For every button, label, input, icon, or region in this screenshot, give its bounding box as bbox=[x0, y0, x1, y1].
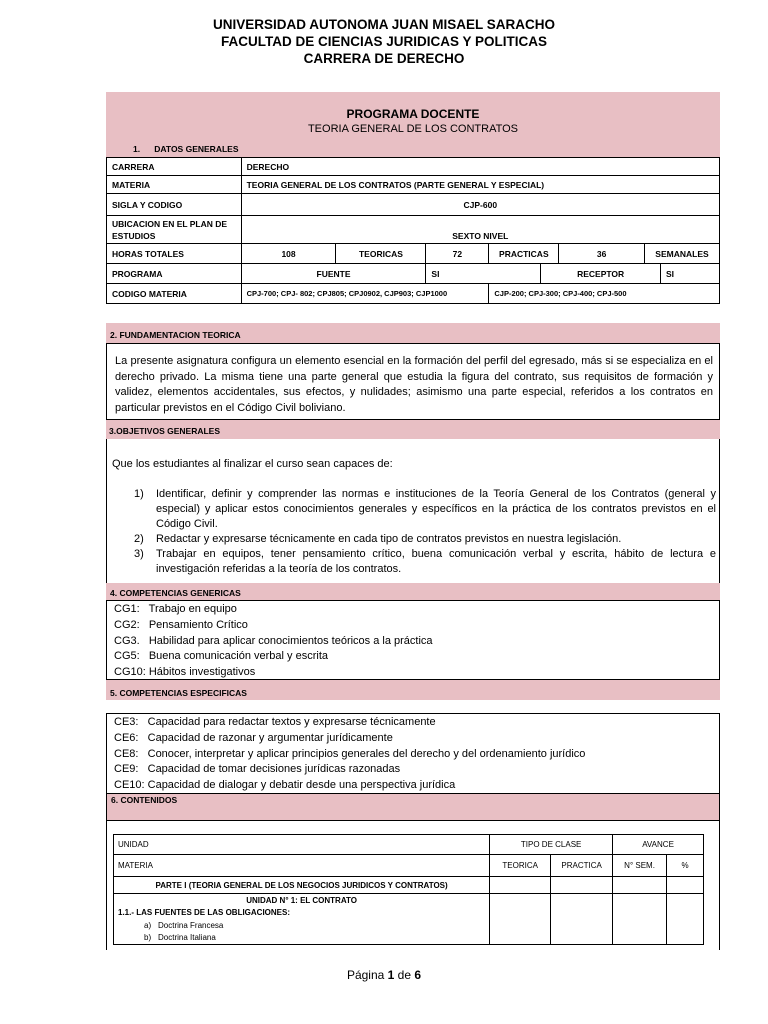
sigla-value: CJP-600 bbox=[241, 194, 719, 216]
fundamentacion-box bbox=[106, 343, 720, 420]
pct-header: % bbox=[667, 855, 704, 877]
list-item: CE9: Capacidad de tomar decisiones jurídicas razonadas bbox=[114, 763, 401, 776]
codigo-label: CODIGO MATERIA bbox=[107, 284, 242, 304]
list-item: b) Doctrina Italiana bbox=[144, 933, 216, 942]
objetivos-intro: Que los estudiantes al finalizar el curso sean capaces de: bbox=[112, 458, 393, 470]
semanales-label: SEMANALES bbox=[644, 244, 719, 264]
avance-header: AVANCE bbox=[613, 835, 704, 855]
list-item: CE8: Conocer, interpretar y aplicar principios generales del derecho y del ordenamiento jurídico bbox=[114, 747, 586, 760]
ubicacion-value: SEXTO NIVEL bbox=[241, 216, 719, 244]
list-item: CG5: Buena comunicación verbal y escrita bbox=[114, 650, 328, 663]
list-item: a) Doctrina Francesa bbox=[144, 921, 224, 930]
carrera-label: CARRERA bbox=[107, 158, 242, 176]
objetivos-list bbox=[134, 487, 716, 577]
fundamentacion-text: La presente asignatura configura un elemento esencial en la formación del perfil del egresado, más si se especializa en el derecho privado. La misma tiene una parte general que estudia la figura del contrato, sus requisitos de formación y validez, elementos accidentales, sus efectos, y nulidades; asimismo una parte especial, referidos a los contratos en particular previstos en el Código Civil boliviano. bbox=[115, 355, 713, 414]
codigo-receptor: CJP-200; CPJ-300; CPJ-400; CPJ-500 bbox=[489, 284, 720, 304]
practica-header: PRACTICA bbox=[551, 855, 613, 877]
ubicacion-label: UBICACION EN EL PLAN DE ESTUDIOS bbox=[107, 216, 242, 244]
program-title: PROGRAMA DOCENTE bbox=[346, 107, 480, 121]
materia-value: TEORIA GENERAL DE LOS CONTRATOS (PARTE GENERAL Y ESPECIAL) bbox=[241, 176, 719, 194]
tema-title: 1.1.- LAS FUENTES DE LAS OBLIGACIONES: bbox=[118, 908, 291, 917]
list-item: CG2: Pensamiento Crítico bbox=[114, 618, 248, 631]
unidad1-title: UNIDAD N° 1: EL CONTRATO bbox=[246, 896, 357, 905]
list-item: 3) Trabajar en equipos, tener pensamiento crítico, buena comunicación verbal y escrita, hábito de lectura e investigación referidas a la teoría de los contratos. bbox=[134, 548, 716, 575]
horas-label: HORAS TOTALES bbox=[107, 244, 242, 264]
section-6-header bbox=[106, 794, 720, 821]
university-name: UNIVERSIDAD AUTONOMA JUAN MISAEL SARACHO bbox=[212, 17, 556, 32]
n-sem-header: N° SEM. bbox=[613, 855, 667, 877]
horas-value: 108 bbox=[241, 244, 336, 264]
list-item: CE3: Capacidad para redactar textos y expresarse técnicamente bbox=[114, 716, 436, 728]
especificas-box bbox=[106, 713, 720, 794]
page-footer: Página 1 de 6 bbox=[346, 968, 422, 982]
tipo-clase-header: TIPO DE CLASE bbox=[490, 835, 613, 855]
unidad-header: UNIDAD bbox=[114, 835, 490, 855]
codigo-fuente: CPJ-700; CPJ- 802; CPJ805; CPJ0902, CJP903; CJP1000 bbox=[241, 284, 489, 304]
receptor-label: RECEPTOR bbox=[541, 264, 661, 284]
genericas-box bbox=[106, 600, 720, 680]
contents-table bbox=[113, 834, 704, 945]
fuente-label: FUENTE bbox=[241, 264, 426, 284]
section-1-title: 1. DATOS GENERALES bbox=[133, 144, 239, 154]
objetivos-box bbox=[106, 439, 720, 583]
program-banner bbox=[106, 92, 720, 157]
sigla-label: SIGLA Y CODIGO bbox=[107, 194, 242, 216]
materia-header: MATERIA bbox=[114, 855, 490, 877]
career-name: CARRERA DE DERECHO bbox=[303, 51, 465, 66]
list-item: 1) Identificar, definir y comprender las normas e instituciones de la Teoría General de los Contratos (general y especial) y aplicar estos conocimientos generales y específicos en la práctica de los contratos previstos en el Código Civil. bbox=[134, 488, 716, 530]
list-item: CG1: Trabajo en equipo bbox=[114, 603, 237, 615]
teoricas-value: 72 bbox=[426, 244, 489, 264]
section-2-title: 2. FUNDAMENTACION TEORICA bbox=[106, 323, 720, 343]
practicas-label: PRACTICAS bbox=[489, 244, 559, 264]
section-6-title: 6. CONTENIDOS bbox=[111, 795, 178, 805]
section-3-title: 3.OBJETIVOS GENERALES bbox=[106, 420, 720, 439]
section-5-title: 5. COMPETENCIAS ESPECIFICAS bbox=[106, 680, 720, 700]
unidad-content bbox=[114, 894, 490, 945]
fuente-value: SI bbox=[426, 264, 541, 284]
programa-label: PROGRAMA bbox=[107, 264, 242, 284]
practicas-value: 36 bbox=[559, 244, 645, 264]
list-item: CE6: Capacidad de razonar y argumentar jurídicamente bbox=[114, 731, 393, 744]
list-item: CE10: Capacidad de dialogar y debatir desde una perspectiva jurídica bbox=[114, 779, 456, 792]
carrera-value: DERECHO bbox=[241, 158, 719, 176]
general-data-table bbox=[106, 157, 720, 304]
receptor-value: SI bbox=[660, 264, 719, 284]
teoricas-label: TEORICAS bbox=[336, 244, 426, 264]
program-subject: TEORIA GENERAL DE LOS CONTRATOS bbox=[307, 123, 519, 135]
parte-row: PARTE I (TEORIA GENERAL DE LOS NEGOCIOS JURIDICOS Y CONTRATOS) bbox=[114, 877, 490, 894]
list-item: CG10: Hábitos investigativos bbox=[114, 666, 256, 679]
materia-label: MATERIA bbox=[107, 176, 242, 194]
faculty-name: FACULTAD DE CIENCIAS JURIDICAS Y POLITICAS bbox=[220, 34, 548, 49]
list-item: 2) Redactar y expresarse técnicamente en cada tipo de contratos previstos en nuestra legislación. bbox=[134, 533, 622, 545]
section-4-title: 4. COMPETENCIAS GENERICAS bbox=[106, 583, 720, 600]
teorica-header: TEORICA bbox=[490, 855, 551, 877]
list-item: CG3. Habilidad para aplicar conocimientos teóricos a la práctica bbox=[114, 634, 433, 647]
